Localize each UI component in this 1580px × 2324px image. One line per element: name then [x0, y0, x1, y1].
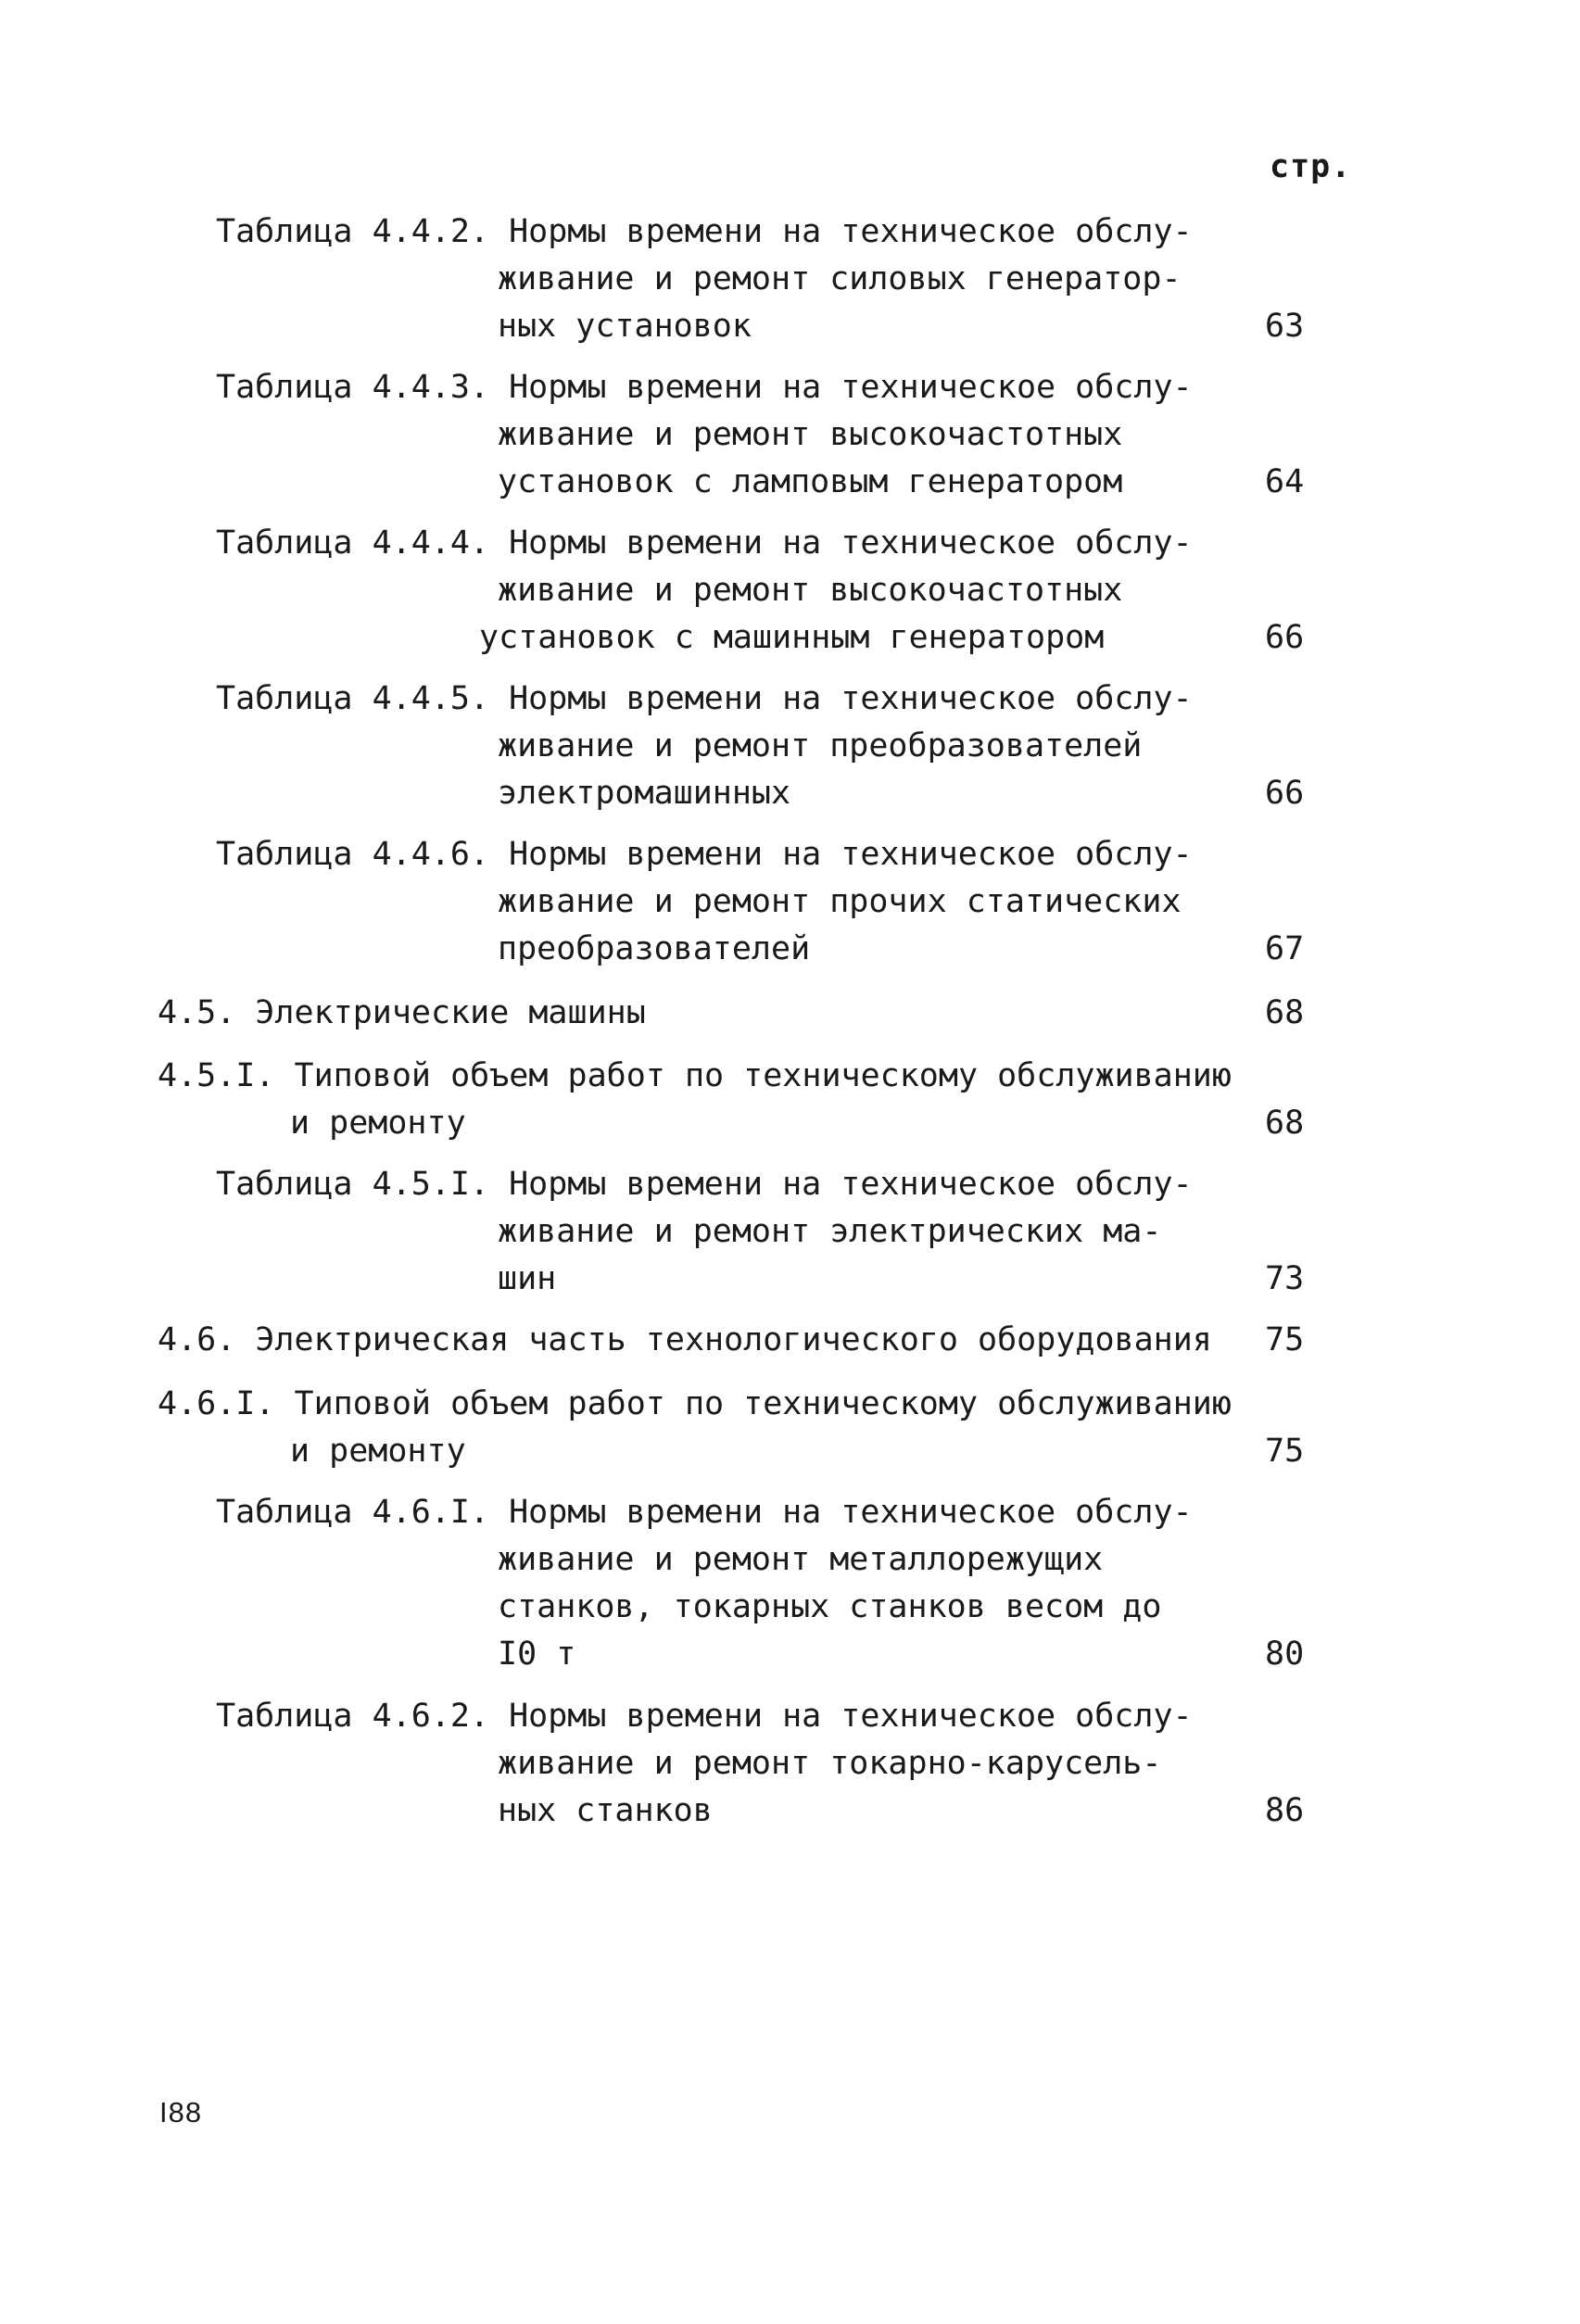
toc-entry-line: живание и ремонт токарно-карусель- — [498, 1745, 1162, 1782]
toc-page-number: 66 — [1265, 775, 1305, 812]
toc-entry-line: электромашинных — [498, 775, 791, 812]
toc-entry-line: живание и ремонт высокочастотных — [498, 572, 1123, 609]
toc-entry-line: станков, токарных станков весом до — [498, 1588, 1162, 1625]
toc-page-number: 66 — [1265, 619, 1305, 656]
page-number-footer: I88 — [159, 2096, 203, 2128]
toc-page-number: 86 — [1265, 1792, 1305, 1829]
toc-entry-line: живание и ремонт прочих статических — [498, 883, 1182, 920]
toc-entry-line: Таблица 4.6.2. Нормы времени на техническое обслу- — [216, 1698, 1193, 1735]
toc-page-number: 73 — [1265, 1260, 1305, 1297]
toc-page-number: 80 — [1265, 1636, 1305, 1673]
toc-entry-line: установок с машинным генератором — [479, 619, 1105, 656]
toc-page-number: 68 — [1265, 994, 1305, 1031]
toc-entry-line: шин — [498, 1260, 557, 1297]
toc-page-number: 75 — [1265, 1433, 1305, 1470]
toc-page-number: 75 — [1265, 1321, 1305, 1358]
toc-entry-line: Таблица 4.4.3. Нормы времени на техническое обслу- — [216, 369, 1193, 406]
toc-page-number: 68 — [1265, 1105, 1305, 1142]
toc-entry-line: Таблица 4.6.I. Нормы времени на техническое обслу- — [216, 1494, 1193, 1531]
toc-entry-line: преобразователей — [498, 930, 811, 967]
toc-entry-line: ных установок — [498, 308, 752, 345]
toc-entry-line: 4.6. Электрическая часть технологического оборудования — [158, 1321, 1212, 1358]
toc-entry-line: и ремонту — [290, 1433, 466, 1470]
toc-entry-line: установок с ламповым генератором — [498, 463, 1123, 500]
toc-entry-line: Таблица 4.5.I. Нормы времени на техническое обслу- — [216, 1166, 1193, 1203]
toc-entry-line: I0 т — [498, 1636, 576, 1673]
page-column-header: стр. — [1270, 148, 1352, 185]
toc-page-number: 64 — [1265, 463, 1305, 500]
toc-page-number: 63 — [1265, 308, 1305, 345]
toc-entry-line: живание и ремонт электрических ма- — [498, 1213, 1162, 1250]
toc-page-number: 67 — [1265, 930, 1305, 967]
toc-entry-line: Таблица 4.4.5. Нормы времени на техническое обслу- — [216, 680, 1193, 717]
toc-entry-line: Таблица 4.4.2. Нормы времени на техническое обслу- — [216, 213, 1193, 250]
toc-entry-line: 4.5.I. Типовой объем работ по техническому обслуживанию — [158, 1057, 1232, 1094]
toc-entry-line: 4.5. Электрические машины — [158, 994, 646, 1031]
toc-entry-line: и ремонту — [290, 1105, 466, 1142]
toc-entry-line: живание и ремонт преобразователей — [498, 727, 1143, 764]
toc-entry-line: 4.6.I. Типовой объем работ по техническому обслуживанию — [158, 1385, 1232, 1422]
toc-entry-line: Таблица 4.4.4. Нормы времени на техническое обслу- — [216, 524, 1193, 562]
toc-entry-line: живание и ремонт металлорежущих — [498, 1541, 1104, 1578]
toc-entry-line: живание и ремонт высокочастотных — [498, 416, 1123, 453]
toc-entry-line: ных станков — [498, 1792, 713, 1829]
toc-entry-line: живание и ремонт силовых генератор- — [498, 260, 1182, 297]
toc-entry-line: Таблица 4.4.6. Нормы времени на техническое обслу- — [216, 836, 1193, 873]
